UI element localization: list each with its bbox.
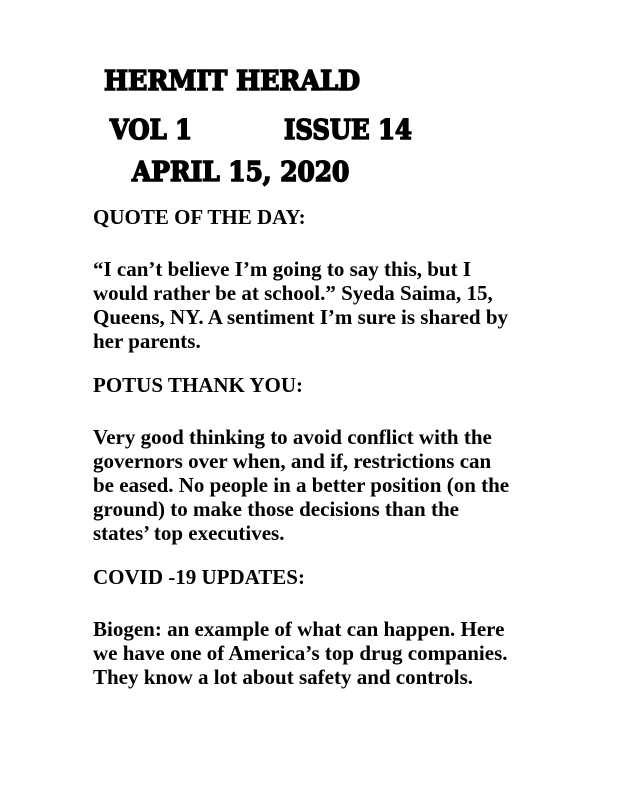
quote-line: her parents. xyxy=(93,329,201,353)
masthead-title: HERMIT HERALD xyxy=(104,66,361,97)
potus-line: Very good thinking to avoid conflict with the xyxy=(93,425,492,449)
potus-line: states’ top executives. xyxy=(93,521,285,545)
volume-label: VOL 1 xyxy=(110,115,193,146)
covid-heading: COVID -19 UPDATES: xyxy=(93,565,305,589)
potus-paragraph xyxy=(93,425,553,545)
quote-paragraph xyxy=(93,257,553,353)
quote-line: Queens, NY. A sentiment I’m sure is shared by xyxy=(93,305,508,329)
potus-line: ground) to make those decisions than the xyxy=(93,497,459,521)
covid-line: They know a lot about safety and controls. xyxy=(93,665,473,689)
potus-line: governors over when, and if, restrictions can xyxy=(93,449,492,473)
quote-heading: QUOTE OF THE DAY: xyxy=(93,205,306,229)
potus-heading: POTUS THANK YOU: xyxy=(93,373,304,397)
potus-line: be eased. No people in a better position (on the xyxy=(93,473,510,497)
covid-line: we have one of America’s top drug companies. xyxy=(93,641,508,665)
quote-line: “I can’t believe I’m going to say this, but I xyxy=(93,257,472,281)
issue-label: ISSUE 14 xyxy=(284,115,412,146)
issue-date: APRIL 15, 2020 xyxy=(132,157,350,188)
quote-line: would rather be at school.” Syeda Saima, 15, xyxy=(93,281,493,305)
covid-paragraph xyxy=(93,617,553,689)
covid-line: Biogen: an example of what can happen. Here xyxy=(93,617,505,641)
